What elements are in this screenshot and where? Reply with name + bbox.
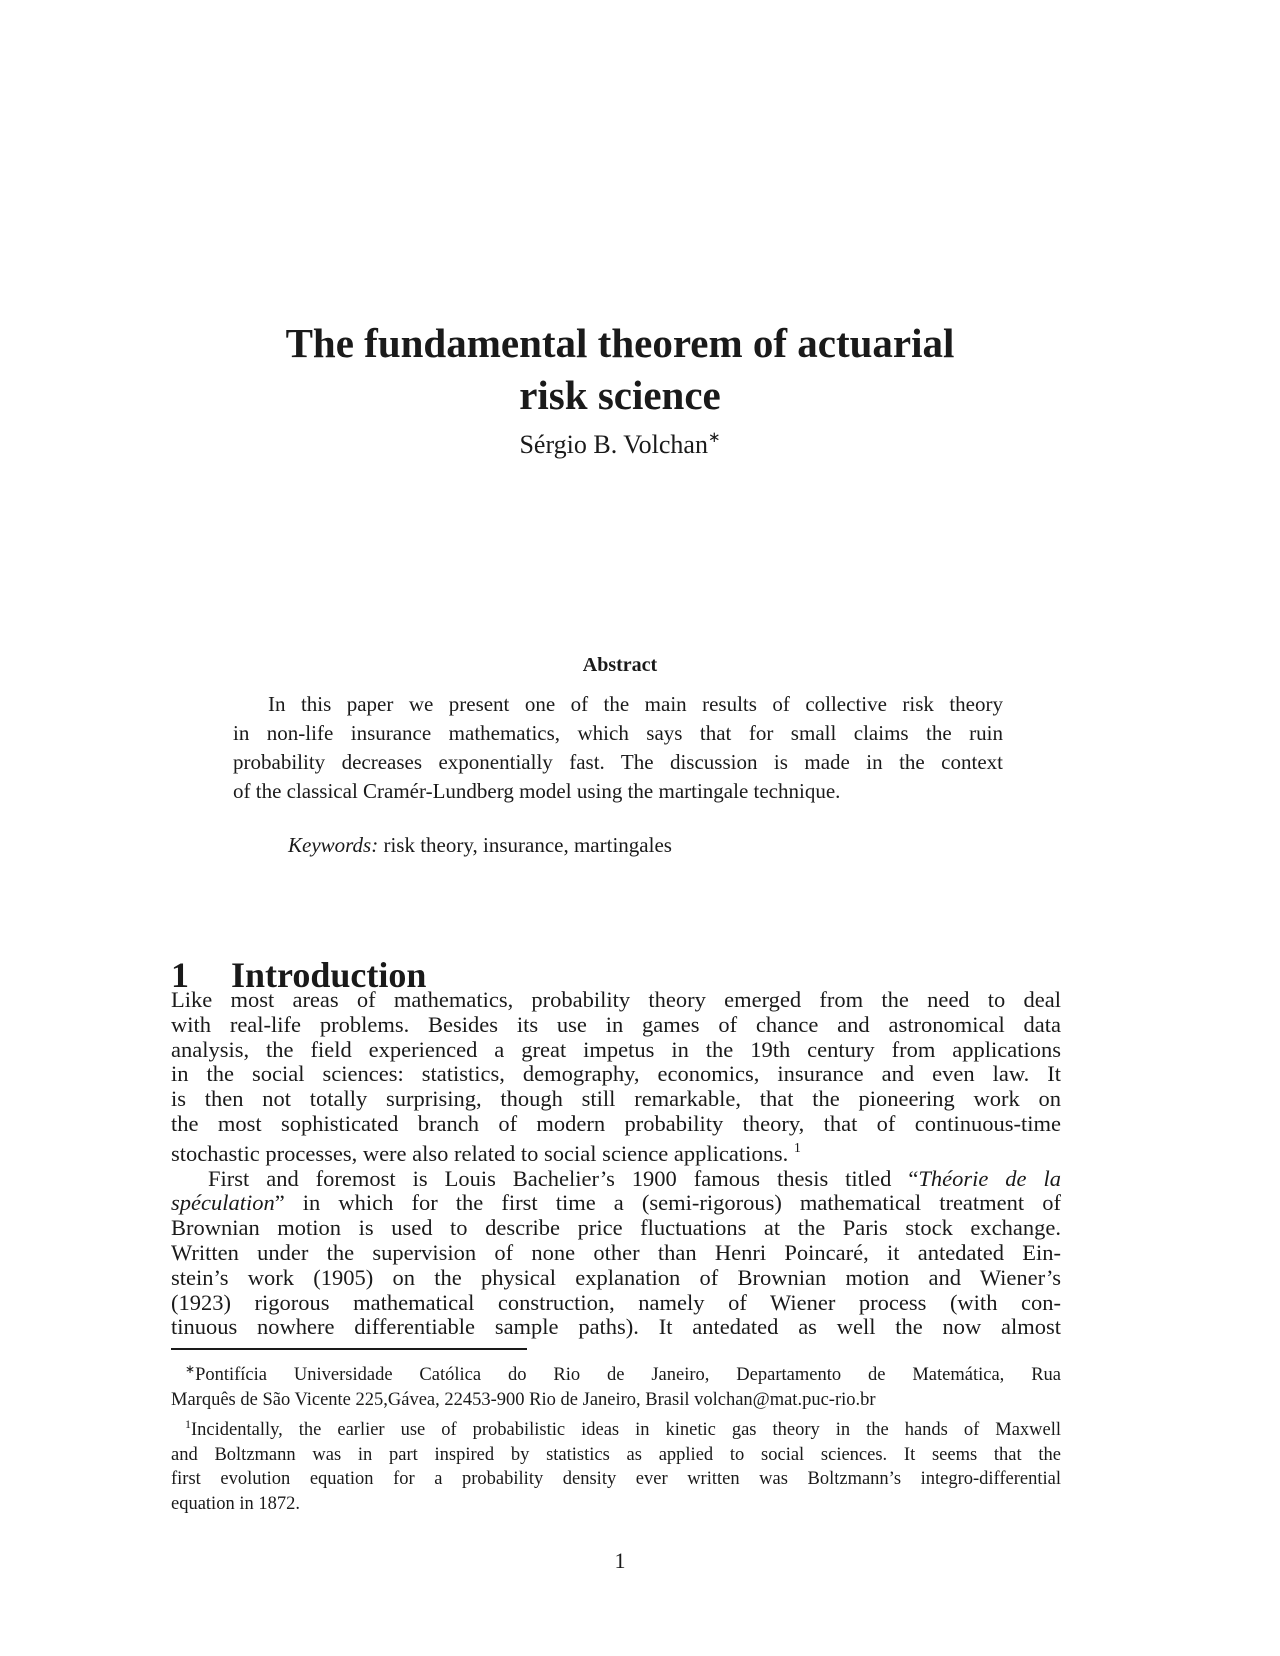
section-number: 1: [171, 954, 189, 995]
body-line: Brownian motion is used to describe price fluctuations at the Paris stock exchange.: [171, 1215, 1061, 1241]
footnote-mark-star: ∗: [185, 1362, 196, 1376]
footnote-text: Pontifícia Universidade Católica do Rio de Janeiro, Departamento de Matemática, Rua: [195, 1365, 1061, 1385]
footnote-line: [171, 1412, 1061, 1443]
keywords: [288, 833, 672, 858]
paper-title-line-1: The fundamental theorem of actuarial: [285, 320, 955, 367]
body-line: stein’s work (1905) on the physical explanation of Brownian motion and Wiener’s: [171, 1264, 1061, 1290]
thesis-title-part-2: spéculation: [171, 1190, 275, 1216]
body-line-text: stochastic processes, were also related to social science applications.: [171, 1140, 789, 1166]
thesis-title-part-1: Théorie de la: [918, 1165, 1061, 1191]
footnotes: [171, 1357, 1061, 1516]
introduction-body: [171, 988, 1061, 1340]
body-line: tinuous nowhere differentiable sample paths). It antedated as well the now almost: [171, 1314, 1061, 1340]
body-line: with real-life problems. Besides its use in games of chance and astronomical data: [171, 1011, 1061, 1037]
footnote-line: [171, 1357, 1061, 1388]
author-name: Sérgio B. Volchan: [519, 430, 708, 459]
keywords-text: risk theory, insurance, martingales: [383, 833, 672, 857]
body-line: the most sophisticated branch of modern probability theory, that of continuous-time: [171, 1110, 1061, 1136]
section-title: Introduction: [231, 954, 427, 995]
footnote-line: first evolution equation for a probability density ever written was Boltzmann’s integro-differential: [171, 1469, 1061, 1489]
body-line: Written under the supervision of none other than Henri Poincaré, it antedated Ein-: [171, 1239, 1061, 1265]
abstract-line: of the classical Cramér-Lundberg model using the martingale technique.: [233, 779, 841, 803]
body-line-text: First and foremost is Louis Bachelier’s 1900 famous thesis titled “: [208, 1165, 919, 1191]
body-line: in the social sciences: statistics, demography, economics, insurance and even law. It: [171, 1061, 1061, 1087]
abstract-line: In this paper we present one of the main results of collective risk theory: [268, 692, 1003, 716]
abstract-body: [233, 690, 1003, 806]
paper-title: [180, 317, 1060, 421]
body-line-text: ” in which for the first time a (semi-rigorous) mathematical treatment of: [274, 1190, 1061, 1216]
footnote-line: Marquês de São Vicente 225,Gávea, 22453-900 Rio de Janeiro, Brasil volchan@mat.puc-rio.br: [171, 1389, 876, 1410]
body-line: analysis, the field experienced a great impetus in the 19th century from applications: [171, 1036, 1061, 1062]
body-line: [171, 1191, 1061, 1216]
paper-title-line-2: risk science: [519, 372, 721, 419]
page-number: 1: [614, 1548, 626, 1573]
author-footnote-mark[interactable]: ∗: [707, 430, 721, 446]
footnote-separator: [171, 1348, 527, 1350]
footnote-line: equation in 1872.: [171, 1493, 300, 1514]
abstract-line: probability decreases exponentially fast. The discussion is made in the context: [233, 750, 1003, 774]
body-line: is then not totally surprising, though still remarkable, that the pioneering work on: [171, 1086, 1061, 1112]
body-line: [171, 1137, 1061, 1167]
body-line: [171, 1167, 1061, 1192]
keywords-label: Keywords:: [288, 833, 379, 857]
body-line: Like most areas of mathematics, probability theory emerged from the need to deal: [171, 987, 1061, 1012]
author-line: [0, 428, 1240, 460]
footnote-mark-1: 1: [185, 1417, 191, 1431]
footnote-line: and Boltzmann was in part inspired by statistics as applied to social sciences. It seems that the: [171, 1444, 1061, 1465]
abstract-line: in non-life insurance mathematics, which says that for small claims the ruin: [233, 721, 1003, 745]
footnote-text: Incidentally, the earlier use of probabilistic ideas in kinetic gas theory in the hands of Maxwell: [191, 1420, 1061, 1440]
footnote-ref-1[interactable]: 1: [793, 1140, 801, 1156]
body-line: (1923) rigorous mathematical construction, namely of Wiener process (with con-: [171, 1289, 1061, 1315]
abstract-heading: Abstract: [582, 654, 658, 676]
